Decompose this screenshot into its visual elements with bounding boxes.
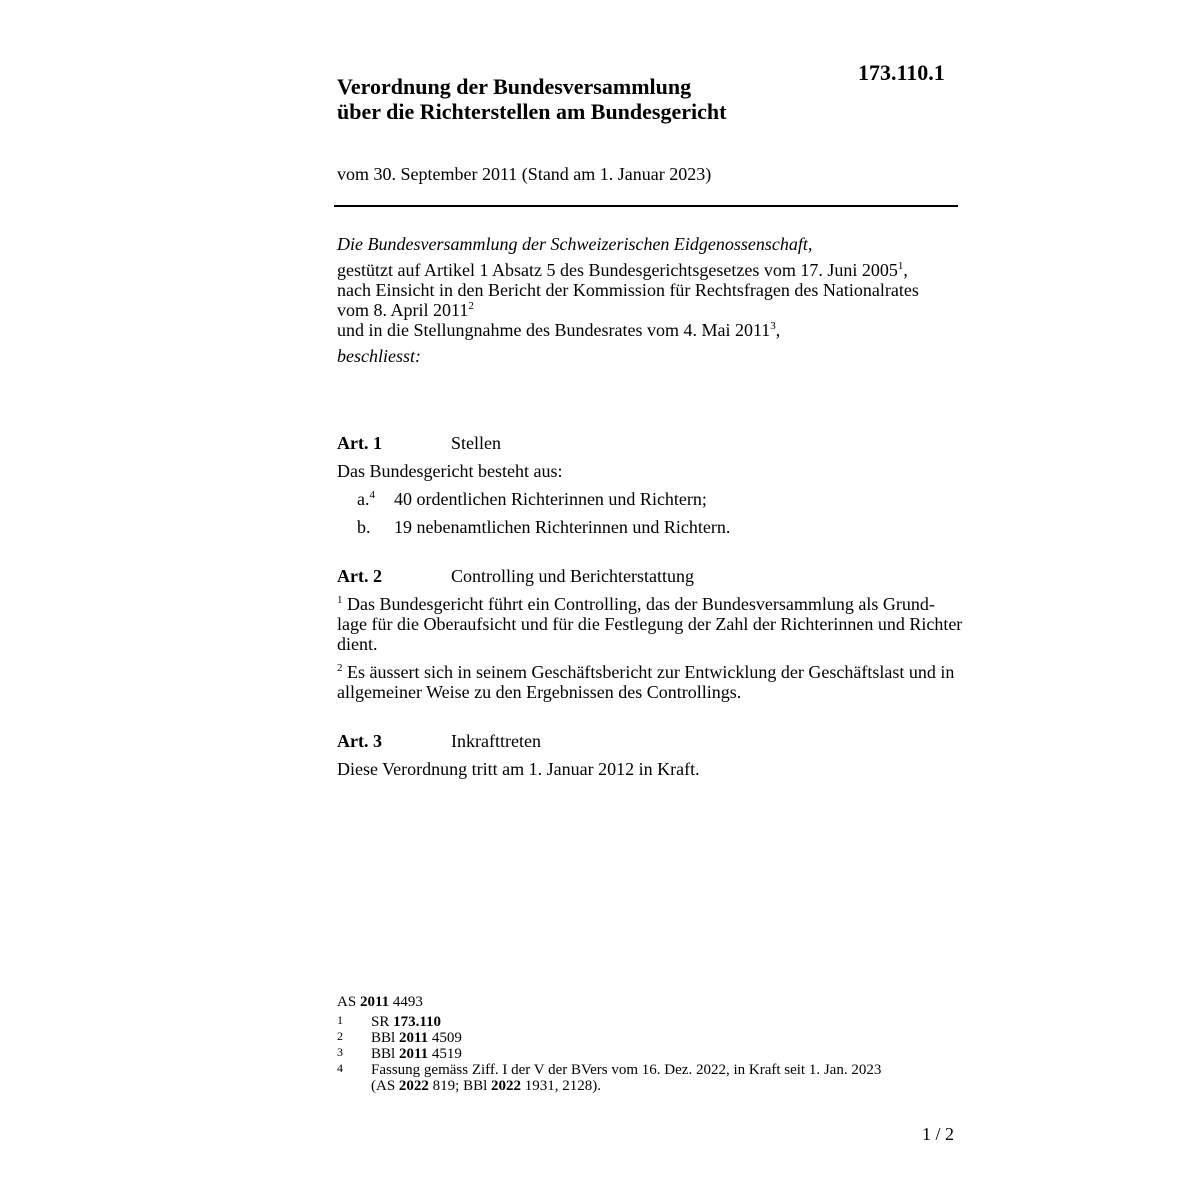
article-2-paragraph-2: $^2$ Es äussert sich in seinem Geschäftsbericht zur Entwicklung der Geschäftslast und in allgemeiner Weise zu den Ergebnissen des Controllings. — [337, 662, 955, 702]
article-3-title: Inkrafttreten — [451, 731, 541, 751]
list-marker-a: a.$^4$ — [357, 489, 375, 509]
preamble-line-1: gestützt auf Artikel 1 Absatz 5 des Bundesgerichtsgesetzes vom 17. Juni 2005$^1$, — [337, 260, 908, 280]
paragraph-number: 2 — [337, 662, 343, 674]
footnote-ref-3[interactable]: 3 — [770, 320, 776, 332]
footnote-ref-2[interactable]: 2 — [468, 300, 474, 312]
article-3-number: Art. 3 — [337, 731, 382, 751]
article-3-text: Diese Verordnung tritt am 1. Januar 2012 in Kraft. — [337, 759, 700, 779]
title-line-1: Verordnung der Bundesversammlung — [337, 74, 692, 99]
date-line: vom 30. September 2011 (Stand am 1. Januar 2023) — [337, 164, 712, 184]
sr-number: 173.110.1 — [858, 60, 945, 85]
article-2-number: Art. 2 — [337, 566, 382, 586]
page-number: 1 / 2 — [922, 1124, 955, 1144]
footnote-ref-1[interactable]: 1 — [897, 260, 904, 272]
preamble-line-4: und in die Stellungnahme des Bundesrates vom 4. Mai 2011$^3$, — [337, 320, 781, 340]
title-line-2: über die Richterstellen am Bundesgericht — [337, 99, 727, 124]
preamble-line-3: vom 8. April 2011$^2$ — [337, 300, 474, 320]
preamble — [337, 234, 961, 366]
article-1-intro: Das Bundesgericht besteht aus: — [337, 461, 563, 481]
paragraph-number: 1 — [337, 594, 343, 606]
preamble-line-2: nach Einsicht in den Bericht der Kommission für Rechtsfragen des Nationalrates — [337, 280, 919, 300]
article-1-title: Stellen — [451, 433, 501, 453]
header-divider — [334, 205, 958, 207]
preamble-closing: beschliesst: — [337, 346, 421, 366]
preamble-intro: Die Bundesversammlung der Schweizerischen Eidgenossenschaft, — [337, 234, 813, 254]
document-title — [337, 74, 726, 124]
article-2-paragraph-1: $^1$ Das Bundesgericht führt ein Controlling, das der Bundesversammlung als Grund- lage für die Oberaufsicht und für die Festlegung der Zahl der Richterinnen und Richter dient. — [337, 594, 963, 654]
article-2-title: Controlling und Berichterstattung — [451, 566, 694, 586]
article-1-number: Art. 1 — [337, 433, 382, 453]
footnote-ref-4[interactable]: 4 — [369, 489, 375, 501]
list-item-text: 40 ordentlichen Richterinnen und Richtern; — [394, 489, 707, 509]
list-marker-b: b. — [357, 517, 371, 537]
list-item-text: 19 nebenamtlichen Richterinnen und Richtern. — [394, 517, 731, 537]
as-reference: AS 2011 4493 — [337, 994, 423, 1010]
